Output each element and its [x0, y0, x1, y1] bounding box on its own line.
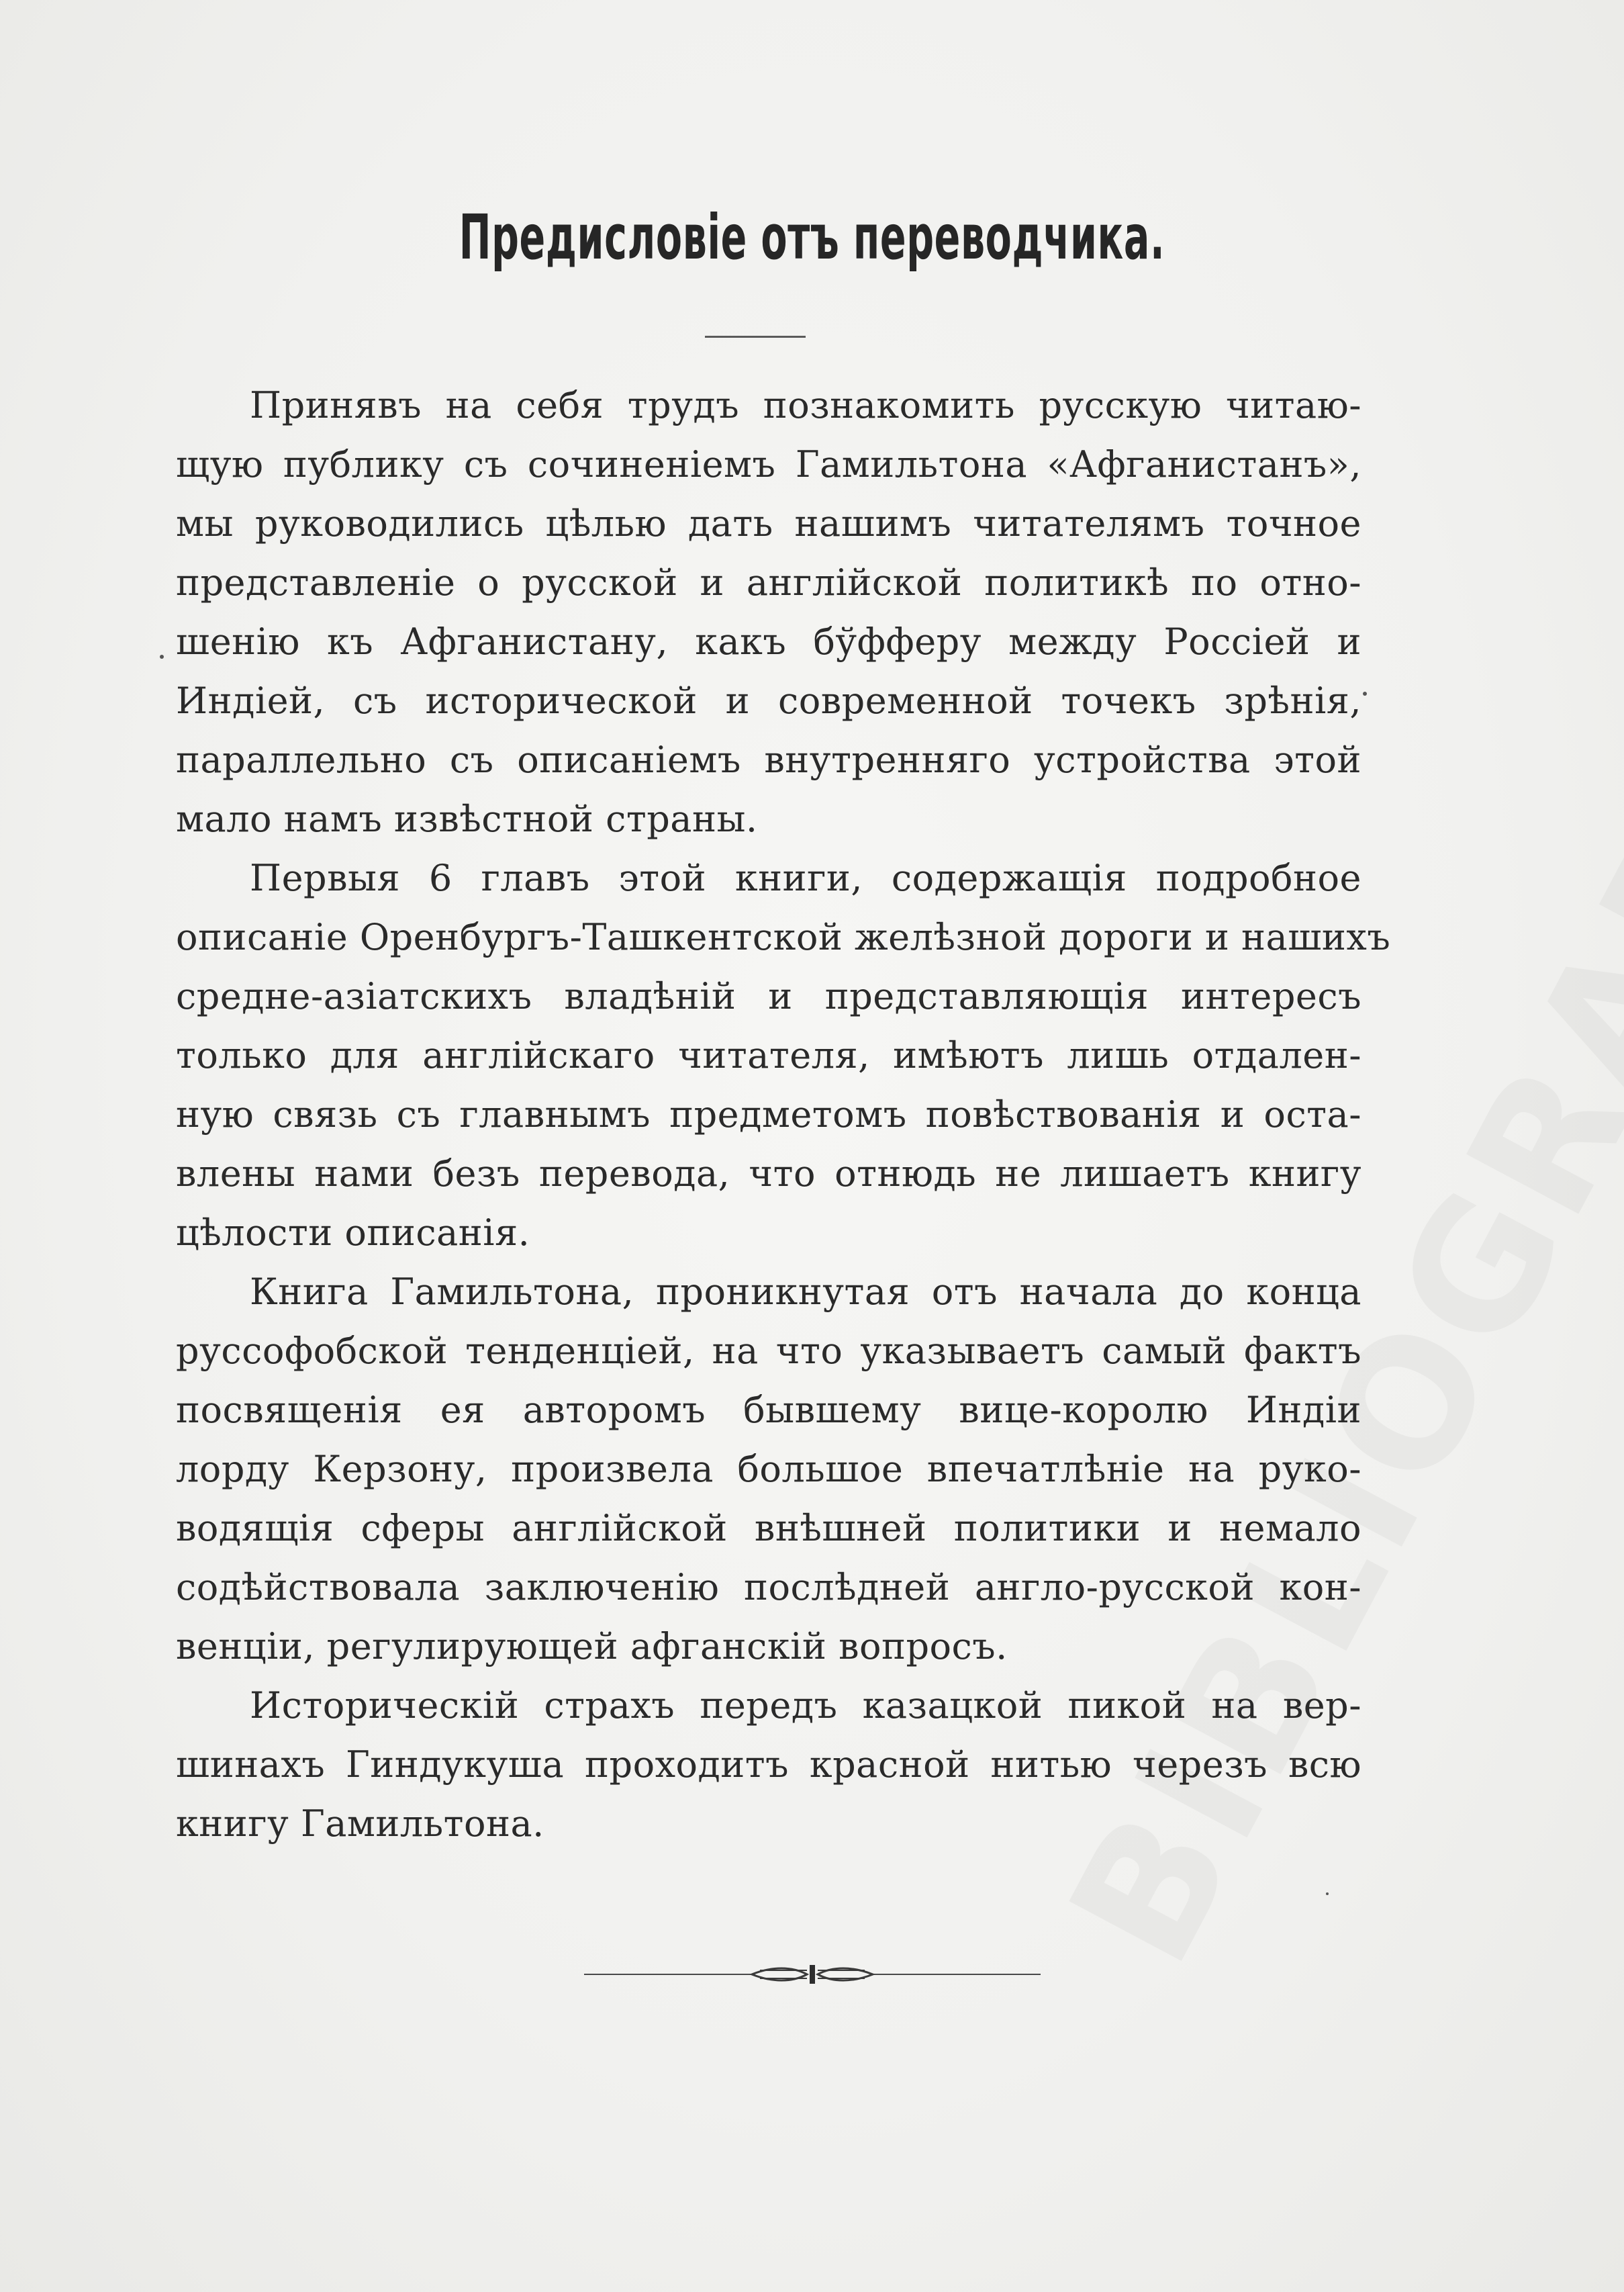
text-line: мало намъ извѣстной страны. — [176, 798, 758, 840]
text-line: лорду Керзону, произвела большое впечатлѣніе на руко- — [176, 1448, 1362, 1490]
text-line: посвященія ея авторомъ бывшему вице-королю Индіи — [176, 1389, 1362, 1431]
text-line: цѣлости описанія. — [176, 1211, 530, 1254]
text-line: Принявъ на себя трудъ познакомить русскую читаю- — [250, 384, 1362, 426]
text-line: описаніе Оренбургъ-Ташкентской желѣзной дороги и нашихъ — [176, 916, 1391, 958]
title-divider — [705, 336, 806, 338]
paragraph — [176, 1263, 1362, 1676]
closing-ornament-icon — [584, 1961, 1041, 1988]
paper-speck — [1363, 692, 1367, 696]
text-line: мы руководились цѣлью дать нашимъ читателямъ точное — [176, 502, 1362, 545]
text-line: книгу Гамильтона. — [176, 1802, 544, 1845]
paper-speck — [160, 655, 164, 659]
text-line: шинахъ Гиндукуша проходитъ красной нитью черезъ всю — [176, 1743, 1362, 1786]
text-line: Историческій страхъ передъ казацкой пикой на вер- — [250, 1684, 1362, 1727]
text-line: водящія сферы англійской внѣшней политики и немало — [176, 1507, 1362, 1549]
text-line: шенію къ Афганистану, какъ бўфферу между Россіей и — [176, 621, 1362, 663]
body-text — [176, 376, 1391, 1853]
text-line: содѣйствовала заключенію послѣдней англо-русской кон- — [176, 1566, 1362, 1608]
text-line: Книга Гамильтона, проникнутая отъ начала до конца — [250, 1271, 1362, 1313]
page-title: Предисловіе отъ переводчика. — [459, 201, 1165, 273]
text-line: представленіе о русской и англійской политикѣ по отно- — [176, 561, 1362, 604]
text-line: только для англійскаго читателя, имѣютъ лишь отдален- — [176, 1034, 1362, 1076]
paragraph — [176, 376, 1362, 849]
text-line: ную связь съ главнымъ предметомъ повѣствованія и оста- — [176, 1093, 1362, 1136]
text-line: щую публику съ сочиненіемъ Гамильтона «Афганистанъ», — [176, 443, 1362, 486]
text-line: венціи, регулирующей афганскій вопросъ. — [176, 1625, 1008, 1667]
paragraph — [176, 1676, 1362, 1853]
text-line: Первыя 6 главъ этой книги, содержащія подробное — [250, 857, 1362, 899]
text-line: средне-азіатскихъ владѣній и представляющія интересъ — [176, 975, 1362, 1017]
text-line: параллельно съ описаніемъ внутренняго устройства этой — [176, 739, 1362, 781]
paper-speck — [1326, 1892, 1329, 1895]
text-line: влены нами безъ перевода, что отнюдь не лишаетъ книгу — [176, 1152, 1362, 1195]
paragraph — [176, 849, 1391, 1263]
text-line: руссофобской тенденціей, на что указываетъ самый фактъ — [176, 1330, 1362, 1372]
text-line: Индіей, съ исторической и современной точекъ зрѣнія, — [176, 680, 1362, 722]
